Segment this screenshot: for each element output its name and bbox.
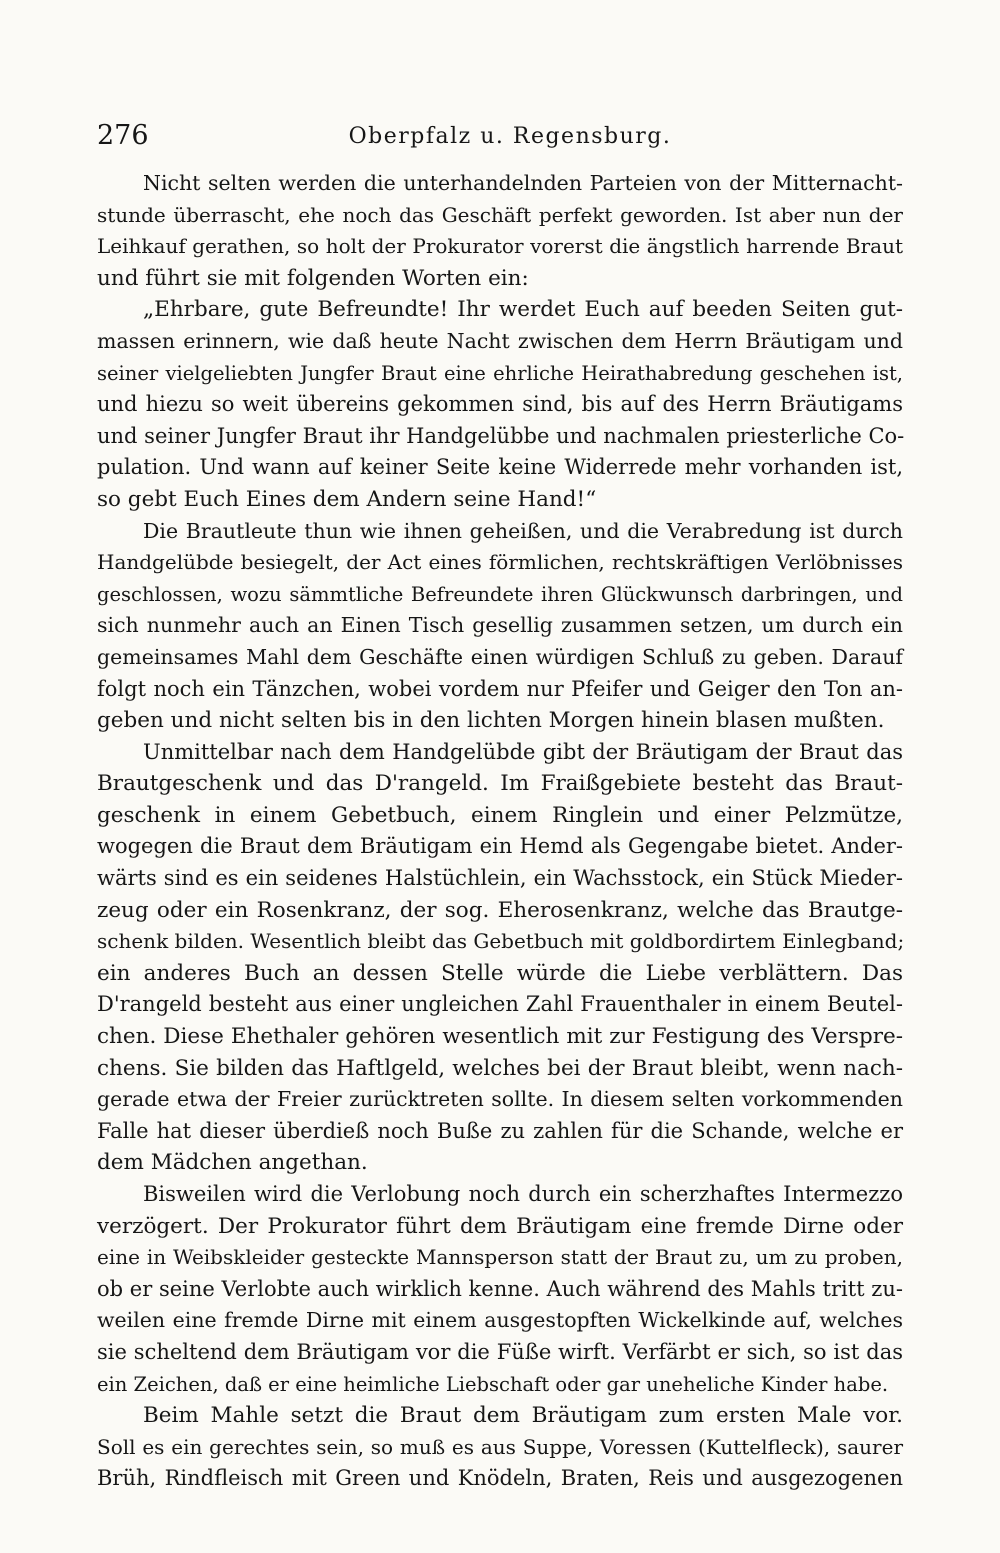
text-line: Beim Mahle setzt die Braut dem Bräutigam zum ersten Male vor.	[143, 1403, 903, 1429]
text-line: und hiezu so weit übereins gekommen sind, bis auf des Herrn Bräutigams	[97, 392, 903, 417]
text-line: wärts sind es ein seidenes Halstüchlein, ein Wachsstock, ein Stück Mieder-	[97, 866, 903, 891]
text-line: chen. Diese Ehethaler gehören wesentlich mit zur Festigung des Verspre-	[97, 1024, 903, 1050]
text-line: Leihkauf gerathen, so holt der Prokurator vorerst die ängstlich harrende Braut	[97, 234, 903, 259]
text-line: und seiner Jungfer Braut ihr Handgelübbe und nachmalen priesterliche Co-	[97, 423, 905, 448]
text-line: geben und nicht selten bis in den lichten Morgen hinein blasen mußten.	[97, 708, 885, 734]
text-line: sich nunmehr auch an Einen Tisch gesellig zusammen setzen, um durch ein	[97, 613, 903, 638]
page-number: 276	[97, 120, 149, 151]
text-line: wogegen die Braut dem Bräutigam ein Hemd als Gegengabe bietet. Ander-	[97, 834, 903, 859]
text-line: Soll es ein gerechtes sein, so muß es aus Suppe, Voressen (Kuttelfleck), saurer	[97, 1434, 903, 1459]
text-line: Nicht selten werden die unterhandelnden Parteien von der Mitternacht-	[143, 171, 903, 195]
text-line: seiner vielgeliebten Jungfer Braut eine ehrliche Heirathabredung geschehen ist,	[97, 361, 903, 385]
text-line: pulation. Und wann auf keiner Seite keine Widerrede mehr vorhanden ist,	[97, 455, 903, 480]
text-line: Die Brautleute thun wie ihnen geheißen, und die Verabredung ist durch	[143, 518, 903, 543]
text-line: folgt noch ein Tänzchen, wobei vordem nur Pfeifer und Geiger den Ton an-	[97, 676, 903, 701]
text-line: ein anderes Buch an dessen Stelle würde die Liebe verblättern. Das	[97, 960, 903, 986]
text-line: Bisweilen wird die Verlobung noch durch ein scherzhaftes Intermezzo	[143, 1182, 903, 1206]
text-line: zeug oder ein Rosenkranz, der sog. Eherosenkranz, welche das Brautge-	[97, 897, 903, 923]
text-line: verzögert. Der Prokurator führt dem Bräutigam eine fremde Dirne oder	[97, 1213, 903, 1239]
text-line: dem Mädchen angethan.	[97, 1150, 368, 1176]
text-line: so gebt Euch Eines dem Andern seine Hand!“	[97, 486, 597, 512]
running-head	[97, 120, 903, 154]
text-line: Brüh, Rindfleisch mit Green und Knödeln, Braten, Reis und ausgezogenen	[97, 1466, 903, 1491]
text-line: geschenk in einem Gebetbuch, einem Ringlein und einer Pelzmütze,	[97, 802, 903, 828]
text-line: ob er seine Verlobte auch wirklich kenne. Auch während des Mahls tritt zu-	[97, 1276, 903, 1301]
text-line: „Ehrbare, gute Befreundte! Ihr werdet Euch auf beeden Seiten gut-	[143, 297, 903, 323]
text-line: Handgelübde besiegelt, der Act eines förmlichen, rechtskräftigen Verlöbnisses	[97, 550, 903, 575]
text-line: chens. Sie bilden das Haftlgeld, welches bei der Braut bleibt, wenn nach-	[97, 1055, 903, 1081]
text-line: massen erinnern, wie daß heute Nacht zwischen dem Herrn Bräutigam und	[97, 328, 903, 353]
text-line: ein Zeichen, daß er eine heimliche Liebschaft oder gar uneheliche Kinder habe.	[97, 1372, 889, 1396]
text-line: eine in Weibskleider gesteckte Mannsperson statt der Braut zu, um zu proben,	[97, 1245, 903, 1270]
text-line: D'rangeld besteht aus einer ungleichen Zahl Frauenthaler in einem Beutel-	[97, 992, 903, 1017]
text-line: weilen eine fremde Dirne mit einem ausgestopften Wickelkinde auf, welches	[97, 1308, 903, 1333]
text-line: gerade etwa der Freier zurücktreten sollte. In diesem selten vorkommenden	[97, 1087, 903, 1112]
text-line: stunde überrascht, ehe noch das Geschäft perfekt geworden. Ist aber nun der	[97, 202, 903, 227]
text-line: schenk bilden. Wesentlich bleibt das Gebetbuch mit goldbordirtem Einlegband;	[97, 929, 905, 954]
body-text	[97, 168, 903, 1495]
text-line: sie scheltend dem Bräutigam vor die Füße wirft. Verfärbt er sich, so ist das	[97, 1339, 903, 1364]
running-title: Oberpfalz u. Regensburg.	[348, 124, 672, 149]
text-line: und führt sie mit folgenden Worten ein:	[97, 265, 529, 291]
text-line: Brautgeschenk und das D'rangeld. Im Fraißgebiete besteht das Braut-	[97, 771, 903, 797]
text-line: gemeinsames Mahl dem Geschäfte einen würdigen Schluß zu geben. Darauf	[97, 644, 903, 669]
text-line: Falle hat dieser überdieß noch Buße zu zahlen für die Schande, welche er	[97, 1118, 903, 1143]
text-line: Unmittelbar nach dem Handgelübde gibt der Bräutigam der Braut das	[143, 739, 903, 764]
text-line: geschlossen, wozu sämmtliche Befreundete ihren Glückwunsch darbringen, und	[97, 582, 903, 606]
